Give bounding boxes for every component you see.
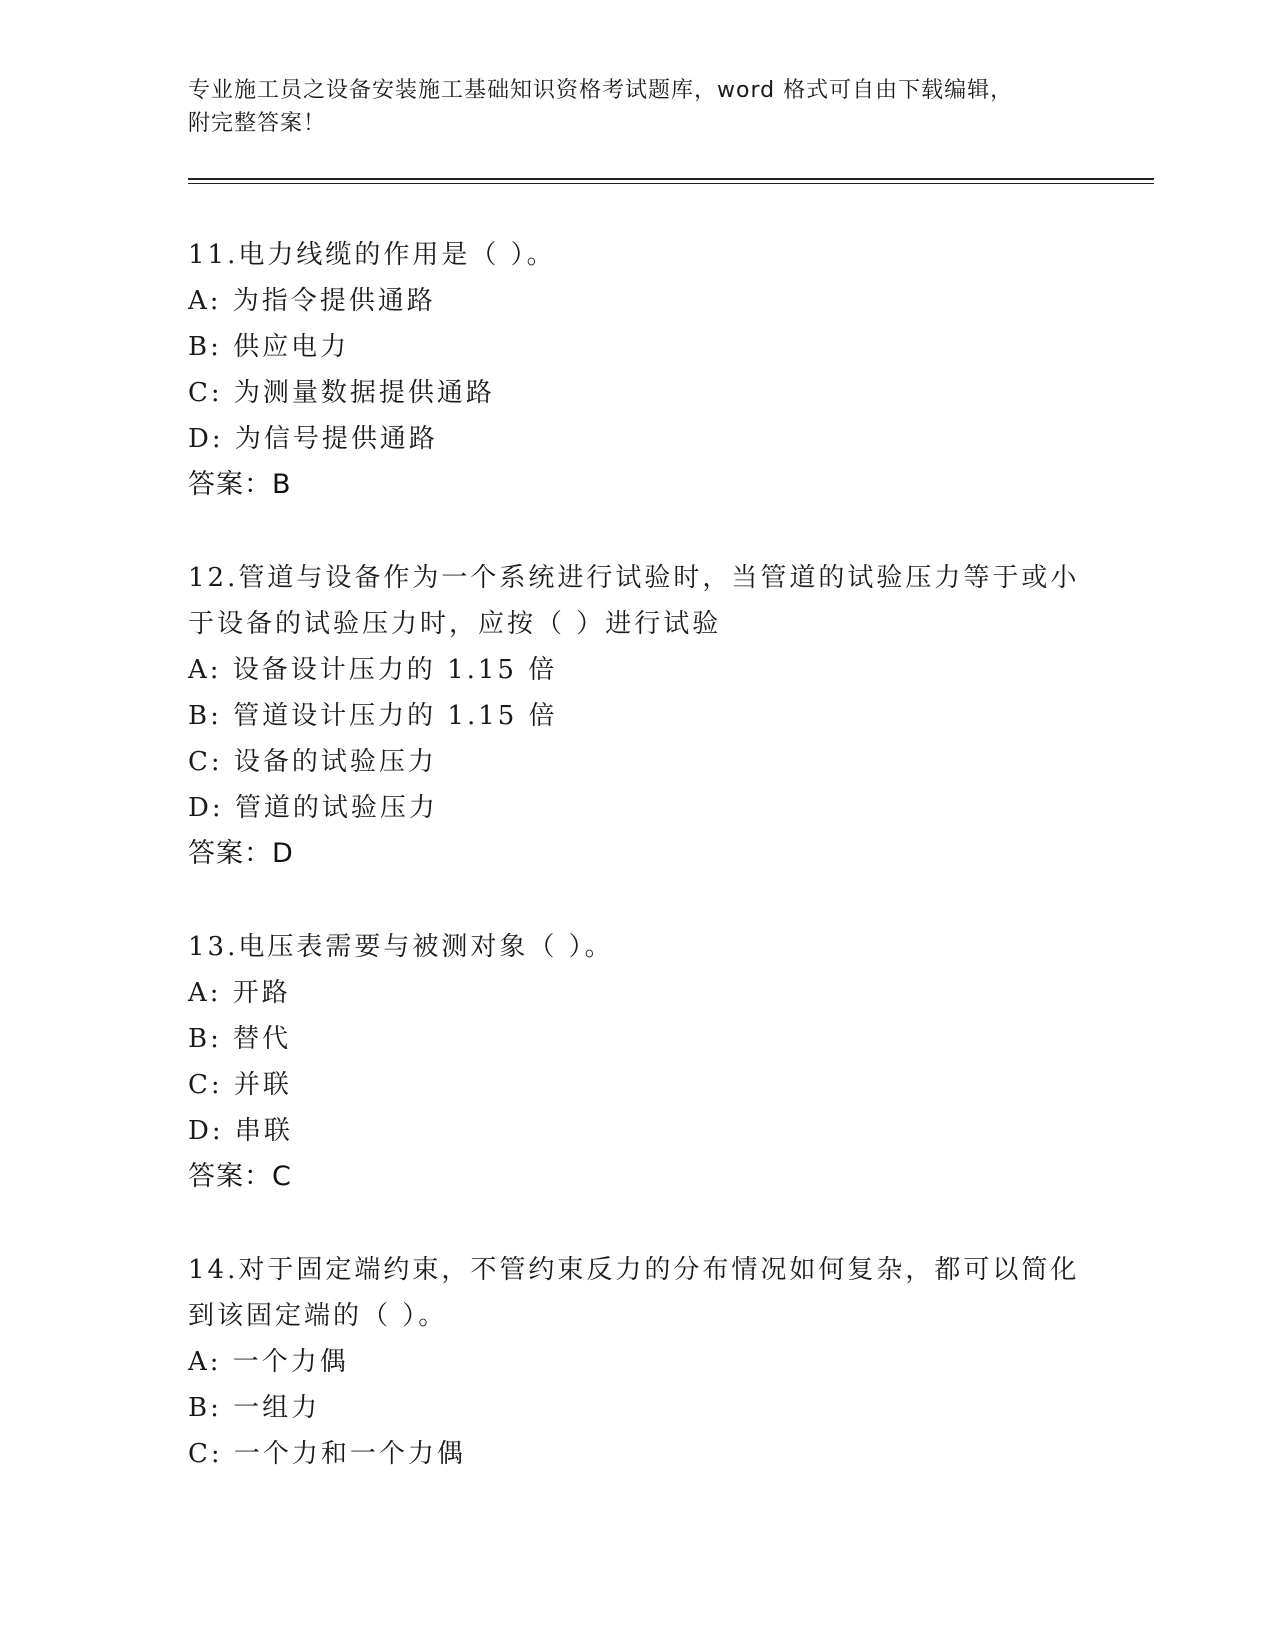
question-text: 14.对于固定端约束，不管约束反力的分布情况如何复杂，都可以简化到该固定端的（ ）。 — [188, 1255, 1080, 1331]
answer: 答案：D — [188, 838, 294, 869]
question-12 — [188, 555, 1088, 877]
header-divider-top — [188, 178, 1154, 180]
option-a: A: 一个力偶 — [188, 1347, 349, 1377]
option-a: A: 为指令提供通路 — [188, 286, 436, 316]
option-b: B: 替代 — [188, 1024, 292, 1054]
option-c: C: 设备的试验压力 — [188, 747, 437, 777]
header-line-2: 附完整答案！ — [188, 111, 327, 136]
question-text: 11.电力线缆的作用是（ ）。 — [188, 240, 556, 270]
question-14 — [188, 1247, 1088, 1477]
answer: 答案：B — [188, 469, 292, 500]
option-d: D: 管道的试验压力 — [188, 793, 438, 823]
option-b: B: 一组力 — [188, 1393, 321, 1423]
option-c: C: 并联 — [188, 1070, 292, 1100]
header-divider-bottom — [188, 183, 1154, 184]
option-b: B: 供应电力 — [188, 332, 350, 362]
option-d: D: 为信号提供通路 — [188, 424, 438, 454]
document-header — [188, 74, 1088, 140]
question-13 — [188, 924, 1088, 1200]
question-list — [188, 232, 1088, 1524]
option-d: D: 串联 — [188, 1116, 293, 1146]
option-c: C: 一个力和一个力偶 — [188, 1439, 466, 1469]
question-text: 12.管道与设备作为一个系统进行试验时，当管道的试验压力等于或小于设备的试验压力时，应按（ ）进行试验 — [188, 563, 1080, 639]
header-line-1: 专业施工员之设备安装施工基础知识资格考试题库，word 格式可自由下载编辑， — [188, 78, 1014, 103]
question-text: 13.电压表需要与被测对象（ ）。 — [188, 932, 614, 962]
option-a: A: 开路 — [188, 978, 291, 1008]
option-b: B: 管道设计压力的 1.15 倍 — [188, 701, 558, 731]
option-c: C: 为测量数据提供通路 — [188, 378, 495, 408]
answer: 答案：C — [188, 1161, 292, 1192]
option-a: A: 设备设计压力的 1.15 倍 — [188, 655, 558, 685]
question-11 — [188, 232, 1088, 508]
